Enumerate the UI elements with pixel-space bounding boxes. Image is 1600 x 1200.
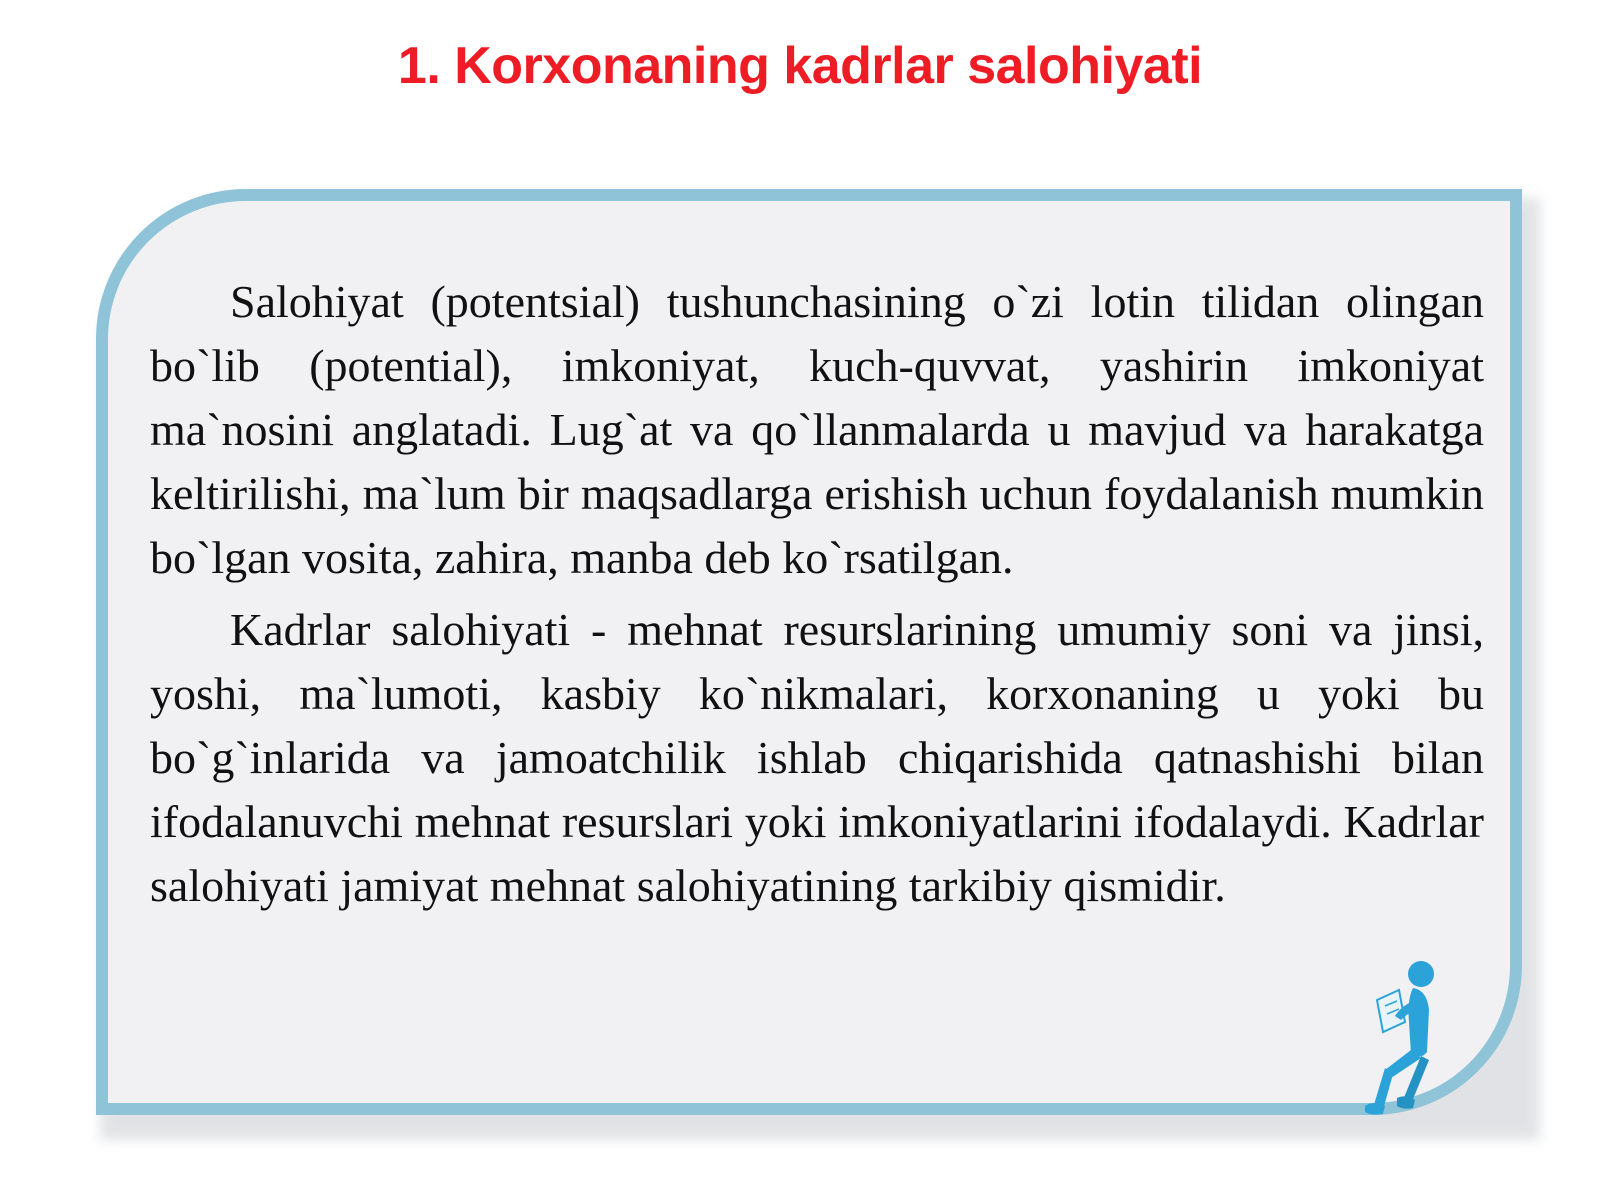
paragraph-kadrlar-salohiyati: Kadrlar salohiyati - mehnat resurslarining umumiy soni va jinsi, yoshi, ma`lumoti, kasbiy ko`nikmalari, korxonaning u yoki bu bo`g`inlarida va jamoatchilik ishlab chiqarishida qatnashishi bilan ifodalanuvchi mehnat resurslari yoki imkoniyatlarini ifodalaydi. Kadrlar salohiyati jamiyat mehnat salohiyatining tarkibiy qismidir. [150, 604, 1484, 911]
reading-person-icon [1355, 960, 1465, 1120]
body-text [150, 270, 1484, 926]
paragraph-salohiyat: Salohiyat (potentsial) tushunchasining o`zi lotin tilidan olingan bo`lib (potential), imkoniyat, kuch-quvvat, yashirin imkoniyat ma`nosini anglatadi. Lug`at va qo`llanmalarda u mavjud va harakatga keltirilishi, ma`lum bir maqsadlarga erishish uchun foydalanish mumkin bo`lgan vosita, zahira, manba deb ko`rsatilgan. [150, 276, 1484, 583]
slide-title: 1. Korxonaning kadrlar salohiyati [397, 37, 1203, 95]
